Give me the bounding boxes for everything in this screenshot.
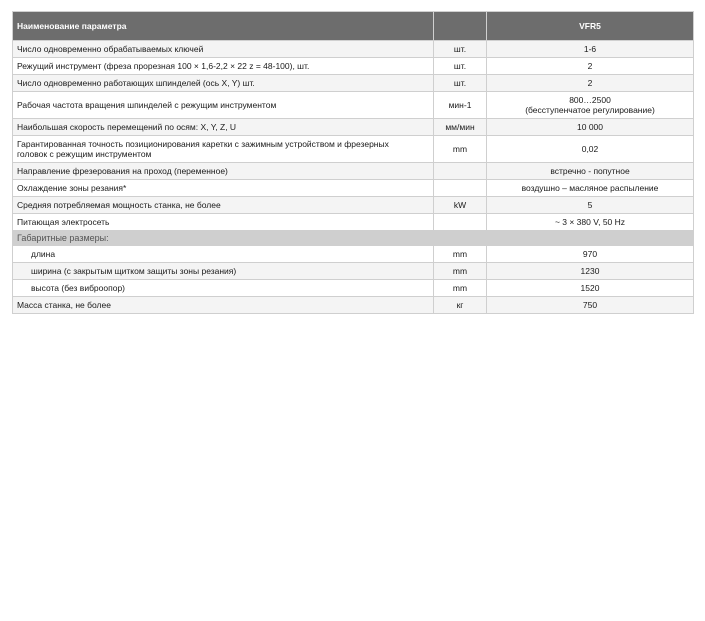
row-value: 970 xyxy=(487,246,694,263)
row-value: встречно - попутное xyxy=(487,163,694,180)
header-model: VFR5 xyxy=(487,12,694,41)
row-param: ширина (с закрытым щитком защиты зоны резания) xyxy=(13,263,434,280)
table-row xyxy=(13,214,694,231)
table-row xyxy=(13,58,694,75)
row-value: 2 xyxy=(487,75,694,92)
row-param: Рабочая частота вращения шпинделей с режущим инструментом xyxy=(13,92,434,119)
row-param-line1: Гарантированная точность позиционирования каретки с зажимным устройством и фрезерных xyxy=(17,139,389,149)
row-value: ~ 3 × 380 V, 50 Hz xyxy=(487,214,694,231)
row-unit xyxy=(434,214,487,231)
row-unit: шт. xyxy=(434,75,487,92)
row-param xyxy=(13,136,434,163)
section-row xyxy=(13,231,694,246)
row-value: 0,02 xyxy=(487,136,694,163)
row-unit: mm xyxy=(434,136,487,163)
row-unit: мм/мин xyxy=(434,119,487,136)
row-param: Режущий инструмент (фреза прорезная 100 × 1,6-2,2 × 22 z = 48-100), шт. xyxy=(13,58,434,75)
header-param: Наименование параметра xyxy=(13,12,434,41)
table-row xyxy=(13,297,694,314)
row-value: 1230 xyxy=(487,263,694,280)
row-param: Питающая электросеть xyxy=(13,214,434,231)
table-row xyxy=(13,180,694,197)
row-param: Наибольшая скорость перемещений по осям: X, Y, Z, U xyxy=(13,119,434,136)
row-unit: mm xyxy=(434,280,487,297)
row-unit: шт. xyxy=(434,58,487,75)
row-value xyxy=(487,92,694,119)
table-row xyxy=(13,280,694,297)
row-value: 5 xyxy=(487,197,694,214)
section-title: Габаритные размеры: xyxy=(13,231,694,246)
row-value: воздушно – масляное распыление xyxy=(487,180,694,197)
row-unit: kW xyxy=(434,197,487,214)
row-unit: шт. xyxy=(434,41,487,58)
table-row xyxy=(13,163,694,180)
table-row xyxy=(13,246,694,263)
table-header-row xyxy=(13,12,694,41)
row-value: 750 xyxy=(487,297,694,314)
row-param: Число одновременно работающих шпинделей (ось X, Y) шт. xyxy=(13,75,434,92)
row-param: Направление фрезерования на проход (переменное) xyxy=(13,163,434,180)
row-param: Масса станка, не более xyxy=(13,297,434,314)
table-row xyxy=(13,119,694,136)
spec-table xyxy=(12,11,694,314)
row-param: Средняя потребляемая мощность станка, не более xyxy=(13,197,434,214)
row-unit: мин-1 xyxy=(434,92,487,119)
row-value-line1: 800…2500 xyxy=(569,95,611,105)
header-unit xyxy=(434,12,487,41)
table-row xyxy=(13,197,694,214)
row-value: 2 xyxy=(487,58,694,75)
row-param: Охлаждение зоны резания* xyxy=(13,180,434,197)
row-param: высота (без виброопор) xyxy=(13,280,434,297)
row-unit xyxy=(434,180,487,197)
row-param: длина xyxy=(13,246,434,263)
table-row xyxy=(13,92,694,119)
row-unit: mm xyxy=(434,263,487,280)
row-value: 10 000 xyxy=(487,119,694,136)
table-row xyxy=(13,263,694,280)
row-unit: mm xyxy=(434,246,487,263)
row-value: 1-6 xyxy=(487,41,694,58)
row-value: 1520 xyxy=(487,280,694,297)
row-value-line2: (бесступенчатое регулирование) xyxy=(525,105,655,115)
table-row xyxy=(13,41,694,58)
row-unit xyxy=(434,163,487,180)
row-param: Число одновременно обрабатываемых ключей xyxy=(13,41,434,58)
row-param-line2: головок с режущим инструментом xyxy=(17,149,152,159)
table-row xyxy=(13,75,694,92)
table-row xyxy=(13,136,694,163)
row-unit: кг xyxy=(434,297,487,314)
